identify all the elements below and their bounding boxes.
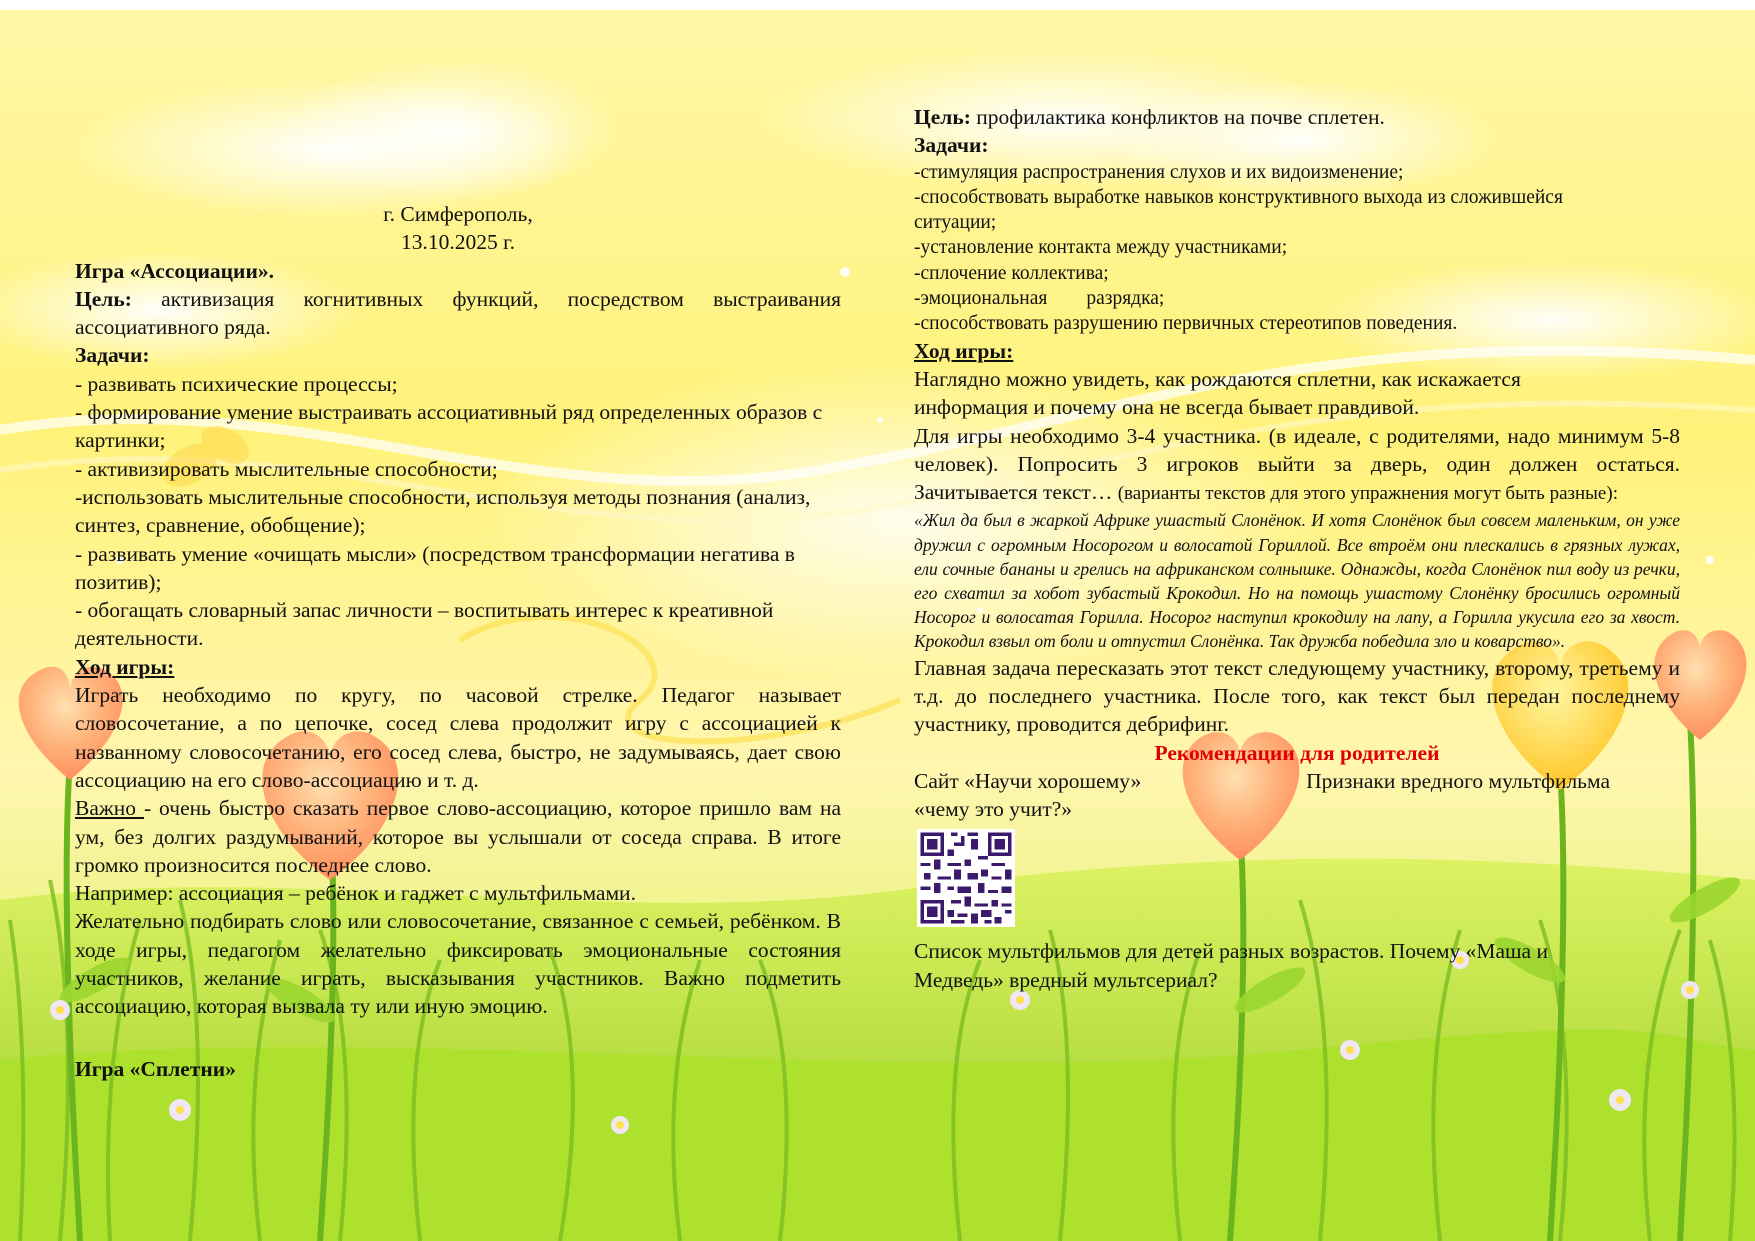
advice-paragraph: Желательно подбирать слово или словосочетание, связанное с семьей, ребёнком. В ходе игры, педагогом желательно фиксировать эмоциональные состояния участников, желание играть, высказывания участников. Важно подметить ассоциацию, которая вызвала ту или иную эмоцию. (75, 909, 841, 1019)
task-item: -способствовать выработке навыков конструктивного выхода из сложившейся ситуации; (914, 186, 1563, 234)
what-teaches-label: «чему это учит?» (914, 797, 1073, 822)
course-text: Для игры необходимо 3-4 участника. (в идеале, с родителями, надо минимум 5-8 человек). Попросить 3 игроков выйти за дверь, один должен остаться. Зачитывается текст… (914, 423, 1680, 505)
task-item: -способствовать разрушению первичных стереотипов поведения. (914, 313, 1458, 335)
goal-paragraph (914, 103, 1680, 131)
course-paragraph-2 (914, 422, 1680, 509)
tasks-label: Задачи: (914, 133, 989, 158)
task-item: -сплочение коллектива; (914, 262, 1109, 284)
task-item: -эмоциональная разрядка; (914, 288, 1165, 310)
game-associations-title: Игра «Ассоциации». (75, 258, 274, 283)
goal-label: Цель: (914, 105, 971, 129)
task-item: - обогащать словарный запас личности – воспитывать интерес к креативной деятельности. (75, 598, 774, 651)
left-column (75, 200, 841, 1083)
course-paragraph-1: Наглядно можно увидеть, как рождаются сплетни, как искажается информация и почему она не всегда бывает правдивой. (914, 366, 1521, 420)
cartoons-list-link[interactable]: Список мультфильмов для детей разных возрастов. Почему «Маша и Медведь» вредный мультсериал? (914, 939, 1548, 992)
task-item: -стимуляция распространения слухов и их видоизменение; (914, 161, 1404, 183)
resources-row (914, 767, 1680, 795)
task-item: -использовать мыслительные способности, используя методы познания (анализ, синтез, сравнение, обобщение); (75, 484, 811, 538)
task-item: - активизировать мыслительные способности; (75, 456, 498, 481)
qr-code-icon[interactable] (917, 829, 1015, 927)
goal-paragraph (75, 285, 841, 342)
goal-text: активизация когнитивных функций, посредством выстраивания ассоциативного ряда. (75, 286, 841, 340)
course-label: Ход игры: (914, 338, 1014, 363)
city-line: г. Симферополь, (383, 202, 533, 226)
task-item: - формирование умение выстраивать ассоциативный ряд определенных образов с картинки; (75, 400, 823, 453)
site-label[interactable]: Сайт «Научи хорошему» (914, 768, 1142, 793)
recommendations-title: Рекомендации для родителей (1154, 740, 1440, 765)
story-text: «Жил да был в жаркой Африке ушастый Слонёнок. И хотя Слонёнок был совсем маленьким, он уже дружил с огромным Носорогом и волосатой Гориллой. Все втроём они плескались в грязных лужах, ели сочные бананы и грелись на африканском солнышке. Однажды, когда Слонёнок пил воду из речки, его схватил за хобот зубастый Крокодил. Но на помощь ушастому Слонёнку бросились огромный Носорог и волосатая Горилла. Носорог наступил крокодилу на лапу, а Горилла укусила его за хвост. Крокодил взвыл от боли и отпустил Слонёнка. Так дружба победила зло и коварство». (914, 510, 1680, 652)
course-paragraph: Играть необходимо по кругу, по часовой стрелке. Педагог называет словосочетание, а по цепочке, сосед слева продолжит игру с ассоциацией к названному словосочетанию, его сосед слева, быстро, не задумываясь, дает свою ассоциацию на его слово-ассоциацию и т. д. (75, 683, 841, 792)
task-item: -установление контакта между участниками; (914, 237, 1288, 259)
tasks-label: Задачи: (75, 343, 150, 368)
game-gossip-title: Игра «Сплетни» (75, 1056, 236, 1081)
main-task-paragraph: Главная задача пересказать этот текст следующему участнику, второму, третьему и т.д. до последнего участника. После того, как текст был передан последнему участнику, проводится дебрифинг. (914, 655, 1680, 737)
important-text: - очень быстро сказать первое слово-ассоциацию, которое пришло вам на ум, без долгих раздумываний, которое вы услышали от соседа справа. В итоге громко произносится последнее слово. (75, 796, 842, 877)
goal-text: профилактика конфликтов на почве сплетен. (970, 105, 1385, 129)
signs-label[interactable]: Признаки вредного мультфильма (1306, 768, 1610, 793)
date-line: 13.10.2025 г. (401, 230, 515, 255)
example-paragraph: Например: ассоциация – ребёнок и гаджет с мультфильмами. (75, 881, 636, 906)
important-label: Важно (75, 796, 144, 821)
course-label: Ход игры: (75, 654, 175, 679)
course-note: (варианты текстов для этого упражнения могут быть разные): (1117, 483, 1618, 505)
right-column (914, 103, 1680, 994)
goal-label: Цель: (75, 286, 132, 311)
task-item: - развивать психические процессы; (75, 371, 398, 396)
task-item: - развивать умение «очищать мысли» (посредством трансформации негатива в позитив); (75, 541, 795, 594)
important-paragraph (75, 794, 841, 879)
